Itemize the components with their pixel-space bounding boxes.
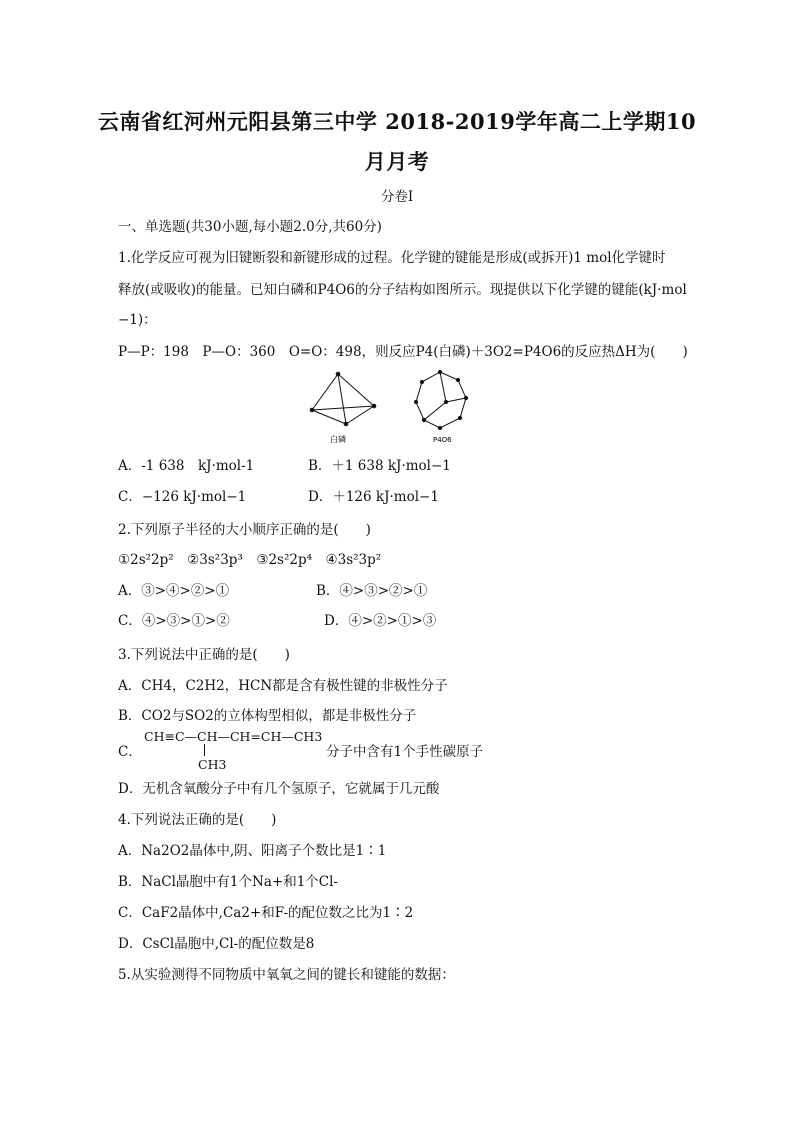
section-label: 分卷I xyxy=(380,189,414,205)
q3-option-c-structure xyxy=(142,729,332,773)
q5-stem: 5.从实验测得不同物质中氧氧之间的键长和键能的数据： xyxy=(118,967,455,983)
q3-option-d: D．无机含氧酸分子中有几个氢原子，它就属于几元酸 xyxy=(118,781,440,797)
q4-option-a: A．Na2O2晶体中,阴、阳离子个数比是1∶1 xyxy=(118,843,387,859)
q3-option-c-prefix: C． xyxy=(118,744,142,760)
q3-option-b: B．CO2与SO2的立体构型相似，都是非极性分子 xyxy=(118,708,417,724)
q4-option-b: B．NaCl晶胞中有1个Na+和1个Cl- xyxy=(118,874,338,890)
q1-line-4: P—P：198 P—O：360 O=O：498，则反应P4(白磷)＋3O2=P4O6的反应热ΔH为( ) xyxy=(118,344,688,360)
white-phosphorus-tetrahedron xyxy=(310,372,376,426)
structure-methyl-branch: CH3 xyxy=(198,757,227,772)
fig-label-p4o6: P4O6 xyxy=(433,436,452,444)
q1-line-2: 释放(或吸收)的能量。已知白磷和P4O6的分子结构如图所示。现提供以下化学键的键能(kJ·mol xyxy=(118,282,687,298)
molecule-structure-figure xyxy=(300,370,490,448)
q2-option-c: C．④>③>①>② xyxy=(118,613,230,629)
title-line-1: 云南省红河州元阳县第三中学 2018-2019学年高二上学期10 xyxy=(97,109,697,134)
q1-line-3: −1)： xyxy=(118,312,157,328)
part-heading: 一、单选题(共30小题,每小题2.0分,共60分) xyxy=(118,219,382,235)
q2-option-b: B．④>③>②>① xyxy=(316,583,428,599)
q1-option-a: A．-1 638 kJ·mol-1 xyxy=(118,458,255,474)
title-line-2: 月月考 xyxy=(364,149,430,174)
q3-option-a: A．CH4，C2H2，HCN都是含有极性键的非极性分子 xyxy=(118,678,448,694)
fig-label-white-phosphorus: 白磷 xyxy=(330,435,346,444)
q2-option-a: A．③>④>②>① xyxy=(118,583,230,599)
q4-stem: 4.下列说法正确的是( ) xyxy=(118,812,277,828)
q4-option-c: C．CaF2晶体中,Ca2+和F-的配位数之比为1∶2 xyxy=(118,905,414,921)
q1-option-d: D．＋126 kJ·mol−1 xyxy=(308,489,439,505)
q1-option-b: B．＋1 638 kJ·mol−1 xyxy=(308,458,451,474)
q3-stem: 3.下列说法中正确的是( ) xyxy=(118,647,290,663)
q1-line-1: 1.化学反应可视为旧键断裂和新键形成的过程。化学键的键能是形成(或拆开)1 mol化学键时 xyxy=(118,250,666,266)
q2-option-d: D．④>②>①>③ xyxy=(324,613,437,629)
p4o6-cage xyxy=(414,370,467,429)
structure-main-chain: CH≡C—CH—CH=CH—CH3 xyxy=(144,729,323,744)
q4-option-d: D．CsCl晶胞中,Cl-的配位数是8 xyxy=(118,936,315,952)
q3-option-c-suffix: 分子中含有1个手性碳原子 xyxy=(326,744,484,760)
structure-branch-bond xyxy=(204,744,205,756)
q2-configurations: ①2s²2p² ②3s²3p³ ③2s²2p⁴ ④3s²3p² xyxy=(118,552,382,568)
q2-stem: 2.下列原子半径的大小顺序正确的是( ) xyxy=(118,522,371,538)
molecule-structure-svg xyxy=(300,370,490,448)
q1-option-c: C．−126 kJ·mol−1 xyxy=(118,489,247,505)
